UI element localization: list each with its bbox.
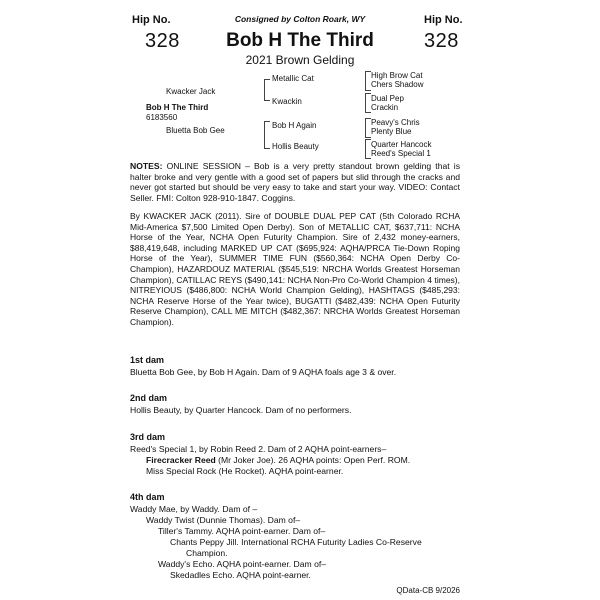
hip-label-left: Hip No. [132,14,171,26]
pedigree-g3-8: Reed's Special 1 [371,149,431,158]
pedigree-g3-3: Dual Pep [371,94,404,103]
pedigree-g3-7: Quarter Hancock [371,140,432,149]
notes-label: NOTES: [130,161,163,171]
third-dam-line-3: Miss Special Rock (He Rocket). AQHA point-earner. [146,466,344,476]
pedigree-sire: Kwacker Jack [166,87,216,96]
firecracker-reed-details: (Mr Joker Joe). 26 AQHA points: Open Perf. ROM. [215,455,411,465]
firecracker-reed-name: Firecracker Reed [146,455,216,465]
hip-label-right: Hip No. [424,14,463,26]
footer-code: QData-CB 9/2026 [396,586,460,595]
pedigree-dam: Bluetta Bob Gee [166,126,225,135]
fourth-dam-line-3: Tiller's Tammy. AQHA point-earner. Dam of– [158,526,326,536]
pedigree-reg-number: 6183560 [146,113,178,122]
first-dam-text: Bluetta Bob Gee, by Bob H Again. Dam of 9 AQHA foals age 3 & over. [130,367,397,377]
third-dam-line-2 [146,455,410,465]
hip-number-left: 328 [145,30,180,52]
pedigree-dam-sire: Bob H Again [272,121,317,130]
consigned-by: Consigned by Colton Roark, WY [234,14,366,24]
pedigree-dam-dam: Hollis Beauty [272,142,319,151]
horse-subtitle: 2021 Brown Gelding [245,53,355,67]
pedigree-g3-6: Plenty Blue [371,127,412,136]
pedigree-g3-5: Peavy's Chris [371,118,420,127]
pedigree-g3-2: Chers Shadow [371,80,424,89]
bracket-sire [264,79,270,101]
sire-summary: By KWACKER JACK (2011). Sire of DOUBLE DUAL PEP CAT (5th Colorado RCHA Mid-America $7,500 Limited Open Derby). Son of METALLIC CAT, $637,711: NCHA Horse of the Year, NCHA Open Futurity Champion. Sire of 2,432 money-earners, $88,419,648, including MARKED UP CAT ($695,924: AQHA/PRCA Tie-Down Roping Horse of the Year), SUMMER TIME FUN ($560,364: NCHA Open Derby Co-Champion), HAZARDOUZ MATERIAL ($545,519: NRCHA Worlds Greatest Horseman Champion), CATILLAC REYS ($490,141: NCHA Non-Pro Co-World Champion 4 times), NITREYIOUS ($486,800: NCHA World Champion Gelding), HASHTAGS ($485,293: NCHA Reserve Horse of the Year twice), BUGATTI ($482,439: NCHA Open Futurity Reserve Champion), CALL ME MITCH ($482,367: NRCHA Worlds Greatest Horseman Champion). [130,211,460,327]
notes-paragraph [130,161,460,203]
horse-name: Bob H The Third [226,30,374,51]
pedigree-g3-4: Crackin [371,103,399,112]
fourth-dam-line-1: Waddy Mae, by Waddy. Dam of – [130,504,258,514]
pedigree-sire-dam: Kwackin [272,97,302,106]
fourth-dam-line-4: Chants Peppy Jill. International RCHA Futurity Ladies Co-Reserve [170,537,422,547]
pedigree-subject: Bob H The Third [146,103,209,112]
third-dam-line-1: Reed's Special 1, by Robin Reed 2. Dam of 2 AQHA point-earners– [130,444,387,454]
fourth-dam-line-7: Skedadles Echo. AQHA point-earner. [170,570,311,580]
pedigree-sire-sire: Metallic Cat [272,74,314,83]
second-dam-text: Hollis Beauty, by Quarter Hancock. Dam of no performers. [130,405,352,415]
first-dam-heading: 1st dam [130,355,165,365]
fourth-dam-line-2: Waddy Twist (Dunnie Thomas). Dam of– [146,515,301,525]
bracket-dam [264,121,270,149]
fourth-dam-line-6: Waddy's Echo. AQHA point-earner. Dam of– [158,559,327,569]
fourth-dam-line-5: Champion. [186,548,228,558]
second-dam-heading: 2nd dam [130,393,168,403]
notes-text: ONLINE SESSION – Bob is a very pretty standout brown gelding that is halter broke and very gentle with a good set of papers but slid through the cracks and never got started but should be very easy to take and start your way. VIDEO: Contact Seller. FMI: Colton 928-910-1847. Coggins. [130,161,460,203]
hip-number-right: 328 [424,30,459,52]
third-dam-heading: 3rd dam [130,432,166,442]
fourth-dam-heading: 4th dam [130,492,165,502]
pedigree-g3-1: High Brow Cat [371,71,423,80]
